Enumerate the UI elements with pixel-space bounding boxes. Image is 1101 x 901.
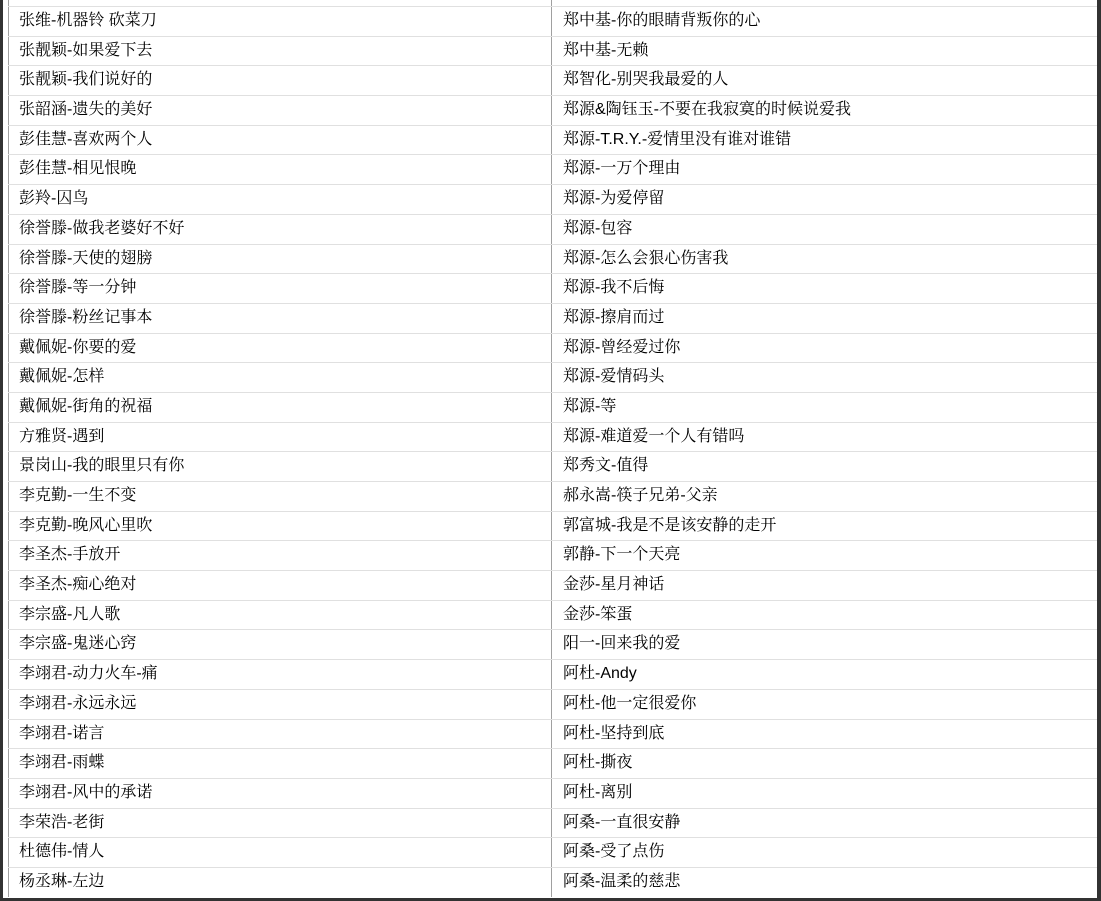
song-row bbox=[8, 154, 1097, 184]
song-cell-right[interactable]: 阿杜-他一定很爱你 bbox=[551, 690, 1097, 719]
song-cell-left[interactable]: 戴佩妮-怎样 bbox=[8, 363, 551, 392]
song-cell-left[interactable]: 李翊君-诺言 bbox=[8, 720, 551, 749]
song-cell-right[interactable]: 郑中基-你的眼睛背叛你的心 bbox=[551, 7, 1097, 36]
song-cell-left[interactable]: 杜德伟-情人 bbox=[8, 838, 551, 867]
song-cell-left[interactable]: 彭佳慧-喜欢两个人 bbox=[8, 126, 551, 155]
song-cell-right[interactable]: 郑秀文-值得 bbox=[551, 452, 1097, 481]
song-cell-left[interactable]: 徐誉滕-做我老婆好不好 bbox=[8, 215, 551, 244]
song-row bbox=[8, 808, 1097, 838]
song-cell-right[interactable]: 郑源-怎么会狠心伤害我 bbox=[551, 245, 1097, 274]
song-cell-right[interactable]: 郑源-擦肩而过 bbox=[551, 304, 1097, 333]
song-cell-left[interactable]: 李翊君-风中的承诺 bbox=[8, 779, 551, 808]
song-row bbox=[8, 362, 1097, 392]
song-row bbox=[8, 303, 1097, 333]
song-cell-right[interactable]: 郑源-难道爱一个人有错吗 bbox=[551, 423, 1097, 452]
song-row bbox=[8, 333, 1097, 363]
song-cell-left[interactable]: 张韶涵-遗失的美好 bbox=[8, 96, 551, 125]
song-row bbox=[8, 481, 1097, 511]
song-row bbox=[8, 689, 1097, 719]
song-cell-left[interactable]: 彭羚-囚鸟 bbox=[8, 185, 551, 214]
song-cell-left[interactable]: 李圣杰-手放开 bbox=[8, 541, 551, 570]
song-row bbox=[8, 748, 1097, 778]
song-cell-left[interactable]: 李克勤-一生不变 bbox=[8, 482, 551, 511]
song-row bbox=[8, 540, 1097, 570]
song-cell-left[interactable]: 李宗盛-鬼迷心窍 bbox=[8, 630, 551, 659]
song-row bbox=[8, 244, 1097, 274]
song-cell-right[interactable]: 郭富城-我是不是该安静的走开 bbox=[551, 512, 1097, 541]
song-row bbox=[8, 600, 1097, 630]
song-row bbox=[8, 451, 1097, 481]
song-table bbox=[8, 0, 1097, 898]
song-cell-left[interactable]: 徐誉滕-天使的翅膀 bbox=[8, 245, 551, 274]
song-cell-right[interactable]: 金莎-星月神话 bbox=[551, 571, 1097, 600]
song-cell-left[interactable]: 张靓颖-我们说好的 bbox=[8, 66, 551, 95]
song-cell-right[interactable]: 郑源-T.R.Y.-爱情里没有谁对谁错 bbox=[551, 126, 1097, 155]
song-cell-right[interactable]: 郭静-下一个天亮 bbox=[551, 541, 1097, 570]
song-row bbox=[8, 214, 1097, 244]
song-row bbox=[8, 65, 1097, 95]
song-cell-left[interactable]: 杨丞琳-左边 bbox=[8, 868, 551, 897]
song-cell-left[interactable]: 戴佩妮-街角的祝福 bbox=[8, 393, 551, 422]
song-row bbox=[8, 778, 1097, 808]
song-row bbox=[8, 629, 1097, 659]
song-cell-right[interactable]: 郑源-等 bbox=[551, 393, 1097, 422]
song-row bbox=[8, 125, 1097, 155]
song-cell-left[interactable]: 李翊君-雨蝶 bbox=[8, 749, 551, 778]
song-cell-right[interactable]: 阿杜-撕夜 bbox=[551, 749, 1097, 778]
song-row bbox=[8, 867, 1097, 897]
song-cell-left[interactable]: 李翊君-永远永远 bbox=[8, 690, 551, 719]
song-cell-right[interactable]: 金莎-笨蛋 bbox=[551, 601, 1097, 630]
song-cell-right[interactable]: 郝永嵩-筷子兄弟-父亲 bbox=[551, 482, 1097, 511]
song-cell-left-partial bbox=[8, 0, 551, 6]
song-cell-right[interactable]: 阳一-回来我的爱 bbox=[551, 630, 1097, 659]
song-row bbox=[8, 511, 1097, 541]
song-row bbox=[8, 273, 1097, 303]
song-cell-left[interactable]: 徐誉滕-等一分钟 bbox=[8, 274, 551, 303]
song-row bbox=[8, 36, 1097, 66]
song-cell-right[interactable]: 郑源-为爱停留 bbox=[551, 185, 1097, 214]
song-cell-left[interactable]: 张靓颖-如果爱下去 bbox=[8, 37, 551, 66]
song-cell-left[interactable]: 景岗山-我的眼里只有你 bbox=[8, 452, 551, 481]
song-cell-right[interactable]: 郑源-一万个理由 bbox=[551, 155, 1097, 184]
song-row bbox=[8, 837, 1097, 867]
song-cell-left[interactable]: 彭佳慧-相见恨晚 bbox=[8, 155, 551, 184]
song-row bbox=[8, 422, 1097, 452]
song-cell-left[interactable]: 李克勤-晚风心里吹 bbox=[8, 512, 551, 541]
song-row bbox=[8, 184, 1097, 214]
song-cell-right[interactable]: 郑源-爱情码头 bbox=[551, 363, 1097, 392]
song-cell-right[interactable]: 郑源-曾经爱过你 bbox=[551, 334, 1097, 363]
song-row bbox=[8, 659, 1097, 689]
song-cell-left[interactable]: 李圣杰-痴心绝对 bbox=[8, 571, 551, 600]
song-cell-left[interactable]: 李宗盛-凡人歌 bbox=[8, 601, 551, 630]
song-row bbox=[8, 719, 1097, 749]
song-cell-right[interactable]: 郑源&陶钰玉-不要在我寂寞的时候说爱我 bbox=[551, 96, 1097, 125]
song-cell-left[interactable]: 方雅贤-遇到 bbox=[8, 423, 551, 452]
song-cell-right[interactable]: 郑中基-无赖 bbox=[551, 37, 1097, 66]
song-row bbox=[8, 392, 1097, 422]
song-cell-right-partial bbox=[551, 0, 1097, 6]
song-row bbox=[8, 95, 1097, 125]
song-cell-left[interactable]: 徐誉滕-粉丝记事本 bbox=[8, 304, 551, 333]
song-row bbox=[8, 6, 1097, 36]
song-cell-left[interactable]: 张维-机器铃 砍菜刀 bbox=[8, 7, 551, 36]
song-row bbox=[8, 570, 1097, 600]
song-row-partial bbox=[8, 0, 1097, 6]
song-cell-left[interactable]: 李翊君-动力火车-痛 bbox=[8, 660, 551, 689]
song-cell-right[interactable]: 阿杜-坚持到底 bbox=[551, 720, 1097, 749]
song-cell-right[interactable]: 郑智化-别哭我最爱的人 bbox=[551, 66, 1097, 95]
song-cell-right[interactable]: 郑源-我不后悔 bbox=[551, 274, 1097, 303]
song-cell-right[interactable]: 阿桑-一直很安静 bbox=[551, 809, 1097, 838]
song-cell-right[interactable]: 阿桑-受了点伤 bbox=[551, 838, 1097, 867]
song-cell-right[interactable]: 阿杜-离别 bbox=[551, 779, 1097, 808]
song-cell-right[interactable]: 郑源-包容 bbox=[551, 215, 1097, 244]
song-cell-right[interactable]: 阿杜-Andy bbox=[551, 660, 1097, 689]
song-cell-left[interactable]: 戴佩妮-你要的爱 bbox=[8, 334, 551, 363]
song-cell-left[interactable]: 李荣浩-老街 bbox=[8, 809, 551, 838]
song-cell-right[interactable]: 阿桑-温柔的慈悲 bbox=[551, 868, 1097, 897]
